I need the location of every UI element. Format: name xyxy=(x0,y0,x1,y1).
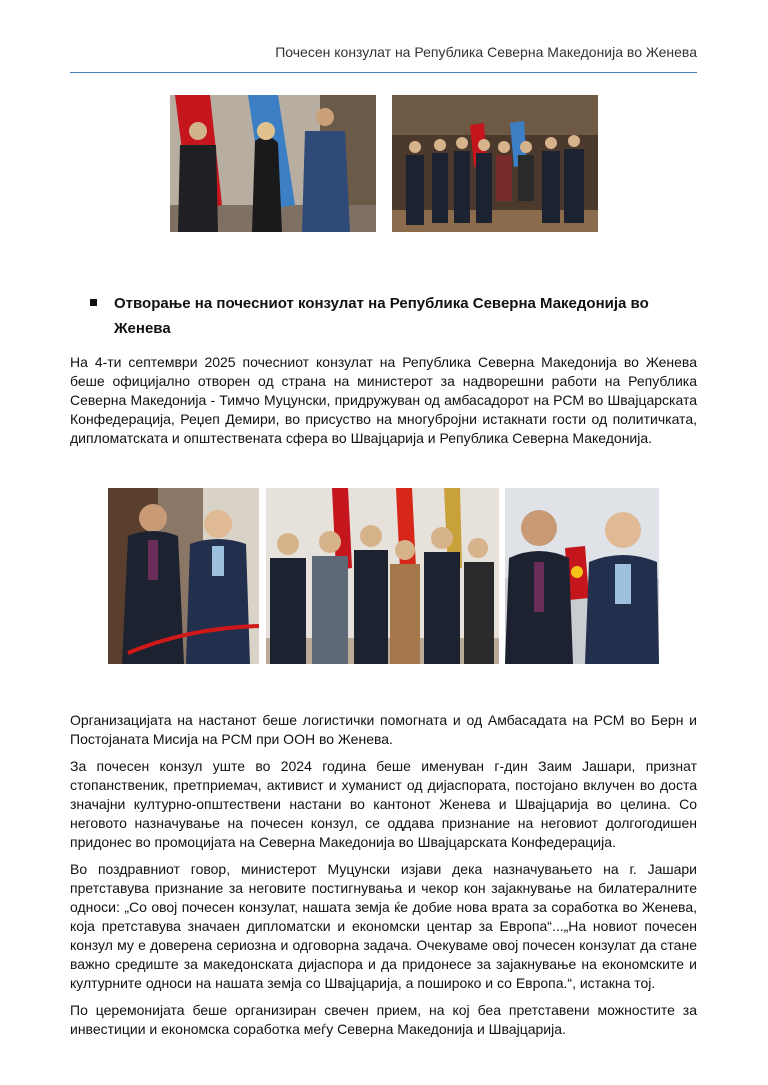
photo-handshake-flags xyxy=(170,95,376,232)
photo-ribbon-cutting xyxy=(108,488,259,664)
photo-portrait-pair xyxy=(505,488,659,664)
page-header-title: Почесен конзулат на Република Северна Македонија во Женева xyxy=(275,44,697,60)
photo-group-flags xyxy=(266,488,499,664)
section-heading-text: Отворање на почесниот конзулат на Република Северна Македонија во Женева xyxy=(114,295,649,337)
photo-group-reception xyxy=(392,95,598,232)
paragraph-reception: По церемонијата беше организиран свечен прием, на кој беа претставени можностите за инвестиции и економска соработка меѓу Северна Македонија и Швајцарија. xyxy=(70,1002,697,1037)
bullet-icon xyxy=(90,299,97,306)
paragraph-minister-speech: Во поздравниот говор, министерот Муцунски изјави дека назначувањето на г. Јашари претставува признание за неговите постигнувања и чекор кон зајакнување на билатералните односи: „Со овој почесен конзулат, нашата земја ќе добие нова врата за соработка во Женева, која претставува значаен дипломатски и економски центар за Европа“...„На новиот почесен конзул му е доверена сериозна и одговорна задача. Очекуваме овој почесен конзулат да стане важно средиште за македонската дијаспора и да придонесе за зајакнување на економските и културните односи на нашата земја со Швајцарија, а пошироко и со Европа.“, истакна тој. xyxy=(70,861,697,991)
paragraph-honorary-consul: За почесен конзул уште во 2024 година беше именуван г-дин Заим Јашари, признат стопанственик, претприемач, активист и хуманист од дијаспората, постојано вклучен во доста значајни културно-општествени настани во кантонот Женева и Швајцарија во целина. Со неговото назначување на почесен конзул, се оддава признание на неговиот долгогодишен придонес во промоцијата на Северна Македонија во Швајцарската Конфедерација. xyxy=(70,758,697,850)
section-heading xyxy=(90,291,700,341)
paragraph-opening: На 4-ти септември 2025 почесниот конзулат на Република Северна Македонија во Женева беше официјално отворен од страна на министерот за надворешни работи на Република Северна Македонија - Тимчо Муцунски, придружуван од амбасадорот на РСМ во Швајцарската Конфедерација, Реџеп Демири, во присуство на многубројни истакнати гости од политичката, дипломатската и општествената сфера во Швајцарија и Република Северна Македонија. xyxy=(70,354,697,446)
paragraph-organization: Организацијата на настанот беше логистички помогната и од Амбасадата на РСМ во Берн и Постојаната Мисија на РСМ при ООН во Женева. xyxy=(70,712,697,747)
header-divider xyxy=(70,72,697,73)
